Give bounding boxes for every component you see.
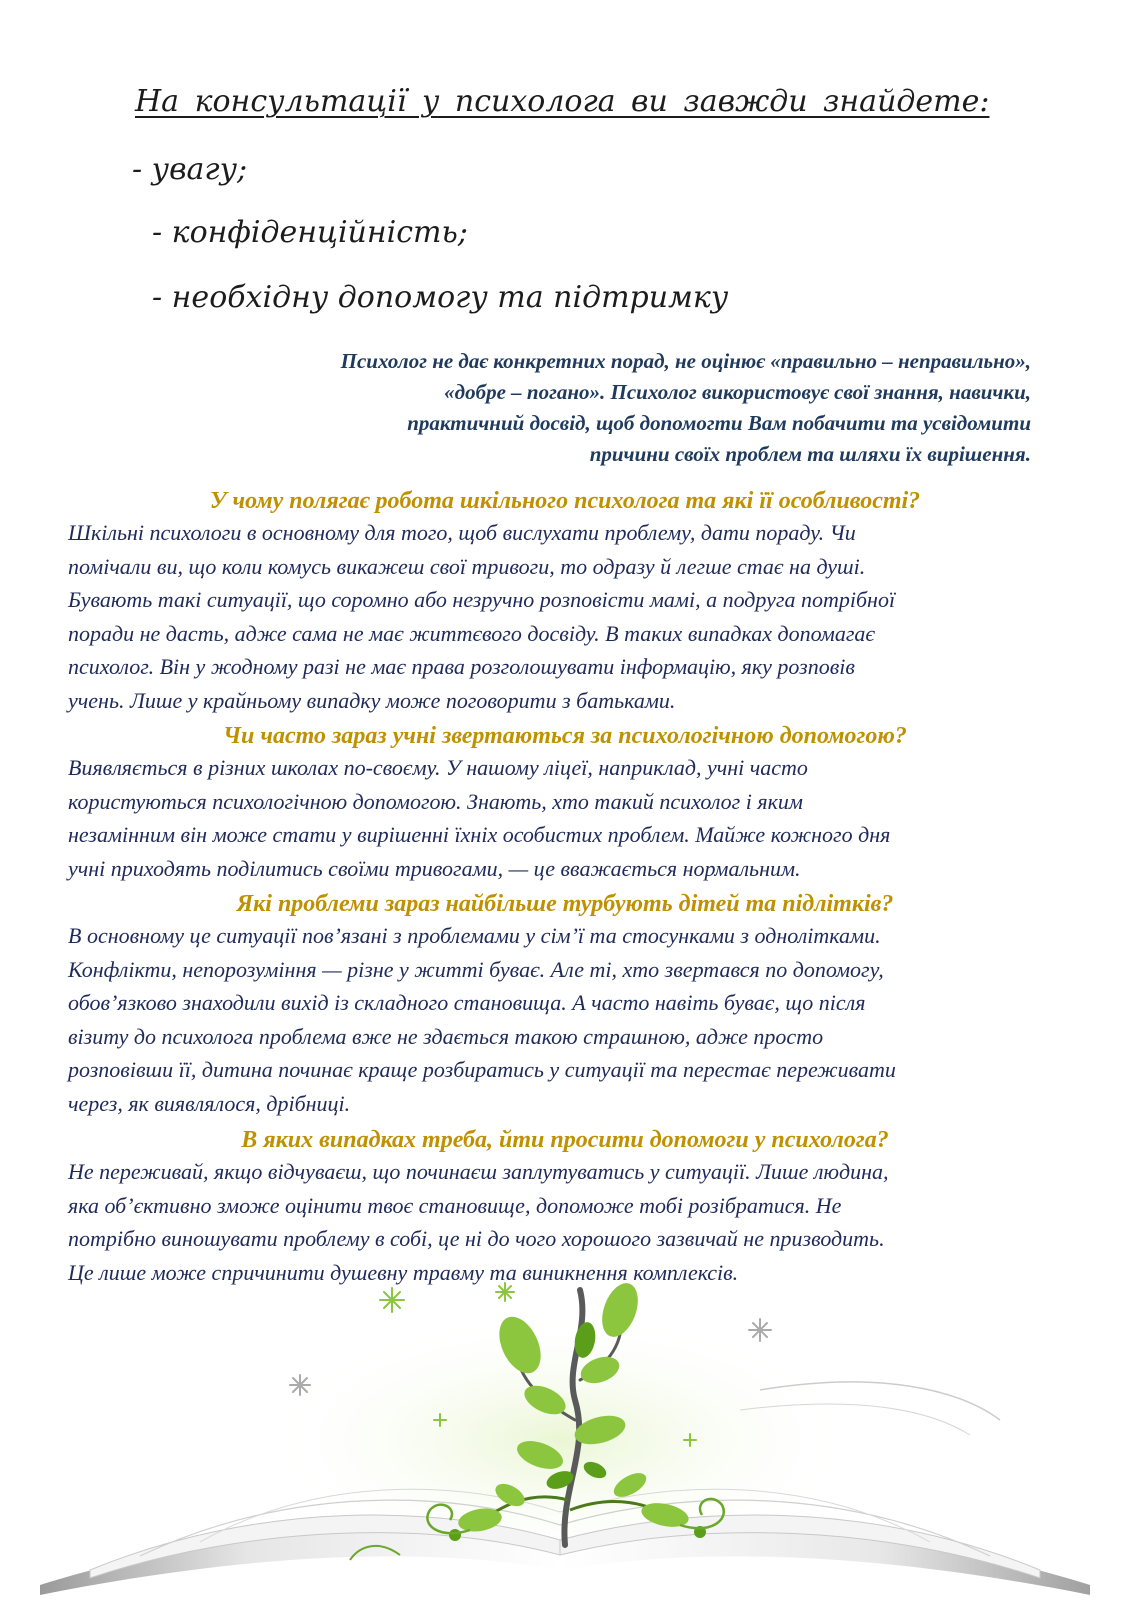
intro-line: причини своїх проблем та шляхи їх вирішення. xyxy=(589,442,1031,466)
section-answer xyxy=(68,516,1068,718)
answer-line: Це лише може спричинити душевну травму та виникнення комплексів. xyxy=(68,1259,739,1285)
answer-line: В основному це ситуації пов’язані з проблемами у сім’ї та стосунками з однолітками. xyxy=(68,923,881,948)
answer-line: Виявляється в різних школах по-своєму. У нашому ліцеї, наприклад, учні часто xyxy=(68,755,808,780)
section-question: Чи часто зараз учні звертаються за психологічною допомогою? xyxy=(223,723,907,749)
section-question: Які проблеми зараз найбільше турбують дітей та підлітків? xyxy=(236,891,894,917)
answer-line: поради не дасть, адже сама не має життєвого досвіду. В таких випадках допомагає xyxy=(68,620,876,646)
intro-line: практичний досвід, щоб допомогти Вам побачити та усвідомити xyxy=(407,411,1031,435)
answer-line: розповівши її, дитина починає краще розбиратись у ситуації та перестає переживати xyxy=(68,1057,896,1083)
section-answer xyxy=(68,919,1068,1121)
open-book-plant-illustration xyxy=(0,1270,1131,1600)
answer-line: помічали ви, що коли комусь викажеш свої тривоги, то одразу й легше стає на душі. xyxy=(68,553,866,579)
answer-line: користуються психологічною допомогою. Знають, хто такий психолог і яким xyxy=(68,788,803,814)
answer-line: через, як виявлялося, дрібниці. xyxy=(68,1090,351,1116)
page-heading: На консультації у психолога ви завжди знайдете: xyxy=(135,84,990,119)
bullet-attention: - увагу; xyxy=(132,152,248,187)
answer-line: Не переживай, якщо відчуваєш, що починаєш заплутуватись у ситуації. Лише людина, xyxy=(68,1159,889,1184)
answer-line: Шкільні психологи в основному для того, щоб вислухати проблему, дати пораду. Чи xyxy=(68,520,856,545)
intro-line: «добре – погано». Психолог використовує свої знання, навички, xyxy=(444,380,1031,404)
section-question: В яких випадках треба, йти просити допомоги у психолога? xyxy=(241,1127,889,1153)
answer-line: незамінним він може стати у вирішенні їхніх особистих проблем. Майже кожного дня xyxy=(68,822,891,848)
answer-line: візиту до психолога проблема вже не здається такою страшною, адже просто xyxy=(68,1023,824,1049)
bullet-help-support: - необхідну допомогу та підтримку xyxy=(152,280,729,315)
answer-line: психолог. Він у жодному разі не має права розголошувати інформацію, яку розповів xyxy=(68,654,855,680)
answer-line: учні приходять поділитись своїми тривогами, — це вважається нормальним. xyxy=(68,855,801,881)
answer-line: яка об’єктивно зможе оцінити твоє становище, допоможе тобі розібратися. Не xyxy=(68,1192,842,1218)
section-answer xyxy=(68,751,1068,885)
bullet-confidentiality: - конфіденційність; xyxy=(152,215,468,250)
answer-line: учень. Лише у крайньому випадку може поговорити з батьками. xyxy=(68,687,676,713)
section-question: У чому полягає робота шкільного психолога та які її особливості? xyxy=(209,488,921,514)
intro-line: Психолог не дає конкретних порад, не оцінює «правильно – неправильно», xyxy=(340,349,1031,373)
answer-line: обов’язково знаходили вихід із складного становища. А часто навіть буває, що після xyxy=(68,990,866,1016)
answer-line: Бувають такі ситуації, що соромно або незручно розповісти мамі, а подруга потрібної xyxy=(68,587,896,613)
answer-line: потрібно виношувати проблему в собі, це ні до чого хорошого зазвичай не призводить. xyxy=(68,1226,885,1252)
intro-paragraph xyxy=(131,346,1031,470)
answer-line: Конфлікти, непорозуміння — різне у житті буває. Але ті, хто звертався по допомогу, xyxy=(68,956,884,982)
